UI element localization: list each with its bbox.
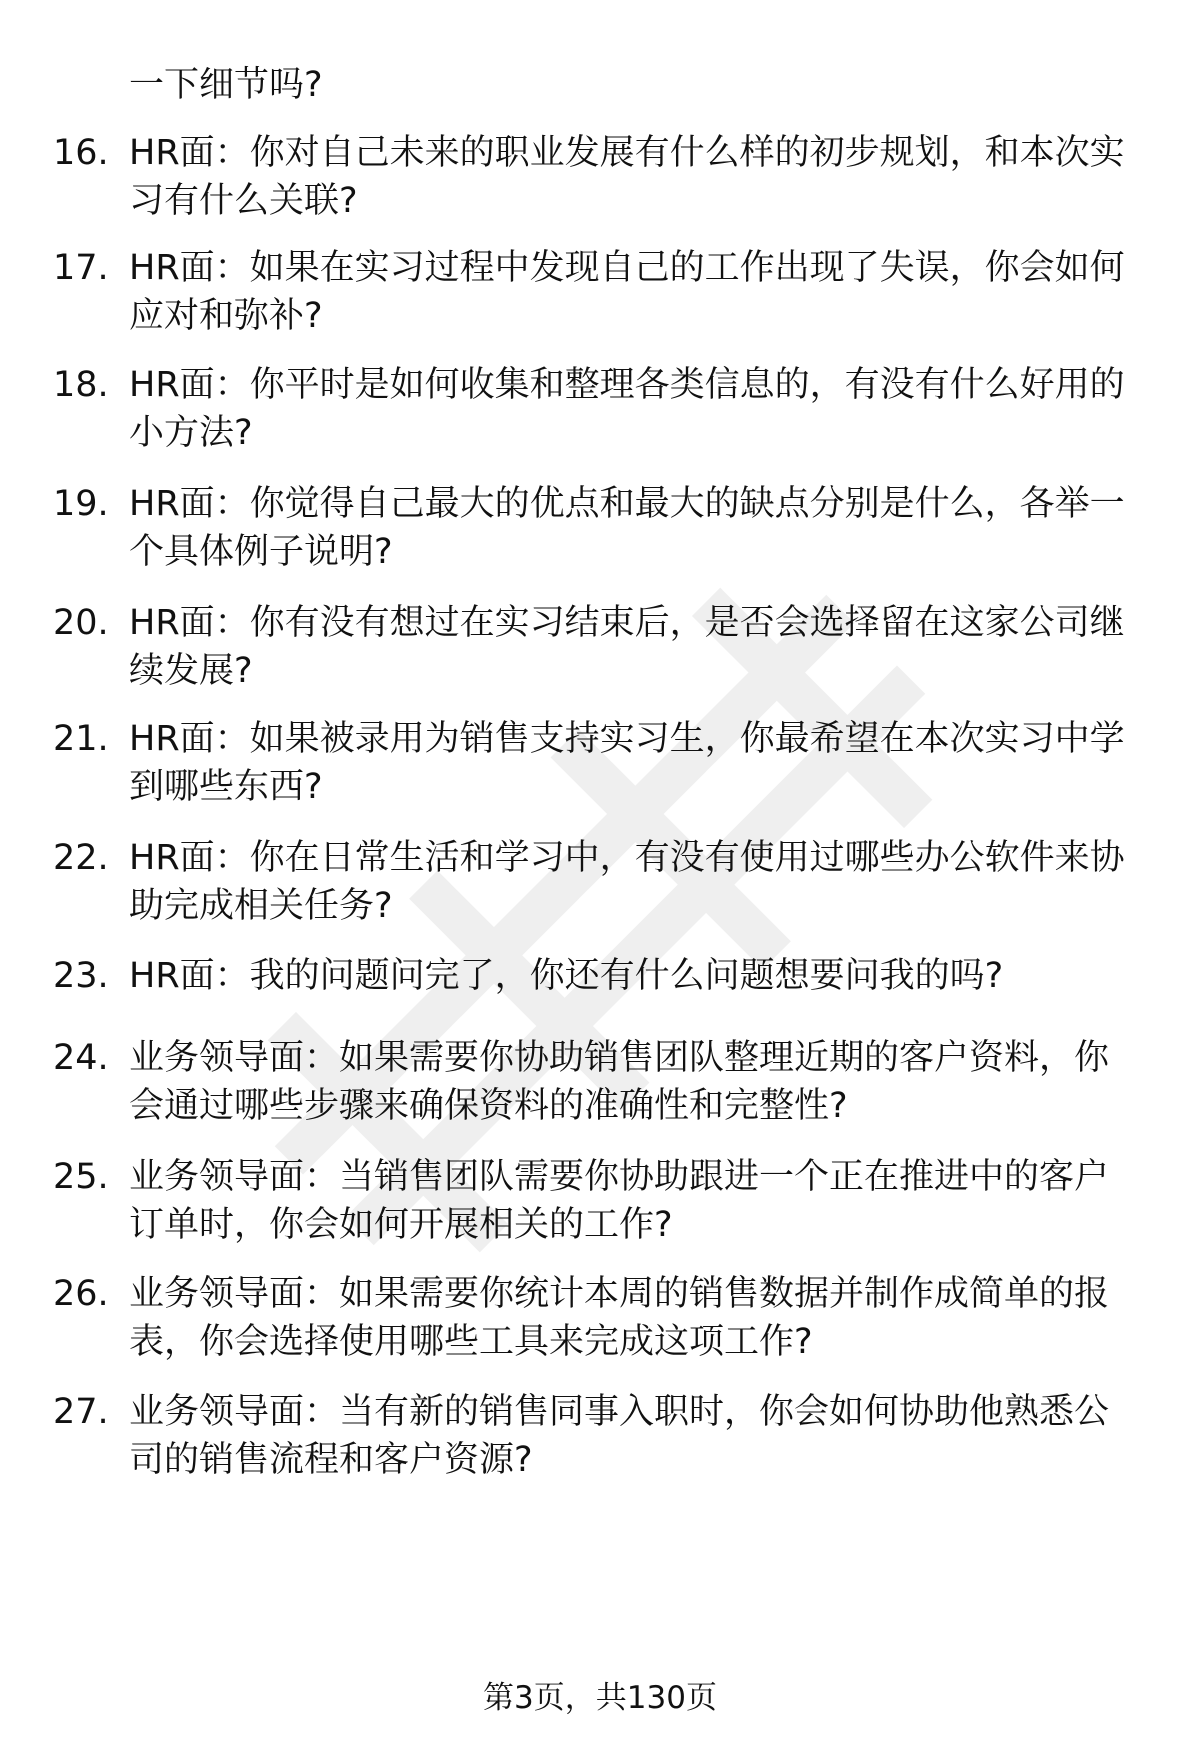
- question-text: HR面：如果在实习过程中发现自己的工作出现了失误，你会如何 应对和弥补?: [129, 248, 1125, 336]
- question-item: [0, 361, 1200, 471]
- question-number: 27.: [53, 1392, 109, 1432]
- question-text: 业务领导面：当有新的销售同事入职时，你会如何协助他熟悉公 司的销售流程和客户资源?: [129, 1392, 1110, 1480]
- question-number: 25.: [53, 1157, 109, 1197]
- question-text: HR面：你觉得自己最大的优点和最大的缺点分别是什么，各举一 个具体例子说明?: [129, 484, 1125, 572]
- question-number: 17.: [53, 248, 109, 288]
- question-number: 18.: [53, 365, 109, 405]
- question-number: 24.: [53, 1038, 109, 1078]
- page-number-footer: 第3页，共130页: [483, 1680, 717, 1716]
- question-number: 20.: [53, 603, 109, 643]
- question-item: [0, 715, 1200, 825]
- question-text: HR面：你平时是如何收集和整理各类信息的，有没有什么好用的 小方法?: [129, 365, 1125, 453]
- question-text: HR面：你有没有想过在实习结束后，是否会选择留在这家公司继 续发展?: [129, 603, 1125, 691]
- question-number: 21.: [53, 719, 109, 759]
- question-item: [0, 834, 1200, 944]
- question-number: 22.: [53, 838, 109, 878]
- question-text: 业务领导面：如果需要你统计本周的销售数据并制作成简单的报 表，你会选择使用哪些工具来完成这项工作?: [129, 1274, 1110, 1362]
- continuation-line: 一下细节吗?: [129, 65, 323, 105]
- question-item: [0, 129, 1200, 239]
- question-number: 26.: [53, 1274, 109, 1314]
- question-number: 23.: [53, 956, 109, 996]
- question-item: [0, 599, 1200, 709]
- question-number: 19.: [53, 484, 109, 524]
- question-item: [0, 244, 1200, 354]
- question-text: HR面：如果被录用为销售支持实习生，你最希望在本次实习中学 到哪些东西?: [129, 719, 1125, 807]
- question-text: HR面：我的问题问完了，你还有什么问题想要问我的吗?: [129, 956, 1004, 996]
- question-text: HR面：你对自己未来的职业发展有什么样的初步规划，和本次实 习有什么关联?: [129, 133, 1125, 221]
- question-text: 业务领导面：当销售团队需要你协助跟进一个正在推进中的客户 订单时，你会如何开展相关的工作?: [129, 1157, 1110, 1245]
- question-item: [0, 1034, 1200, 1144]
- question-text: 业务领导面：如果需要你协助销售团队整理近期的客户资料，你 会通过哪些步骤来确保资料的准确性和完整性?: [129, 1038, 1110, 1126]
- question-item: [0, 1388, 1200, 1498]
- question-text: HR面：你在日常生活和学习中，有没有使用过哪些办公软件来协 助完成相关任务?: [129, 838, 1125, 926]
- question-item: [0, 1153, 1200, 1263]
- question-item: [0, 1270, 1200, 1380]
- question-item: [0, 480, 1200, 590]
- question-number: 16.: [53, 133, 109, 173]
